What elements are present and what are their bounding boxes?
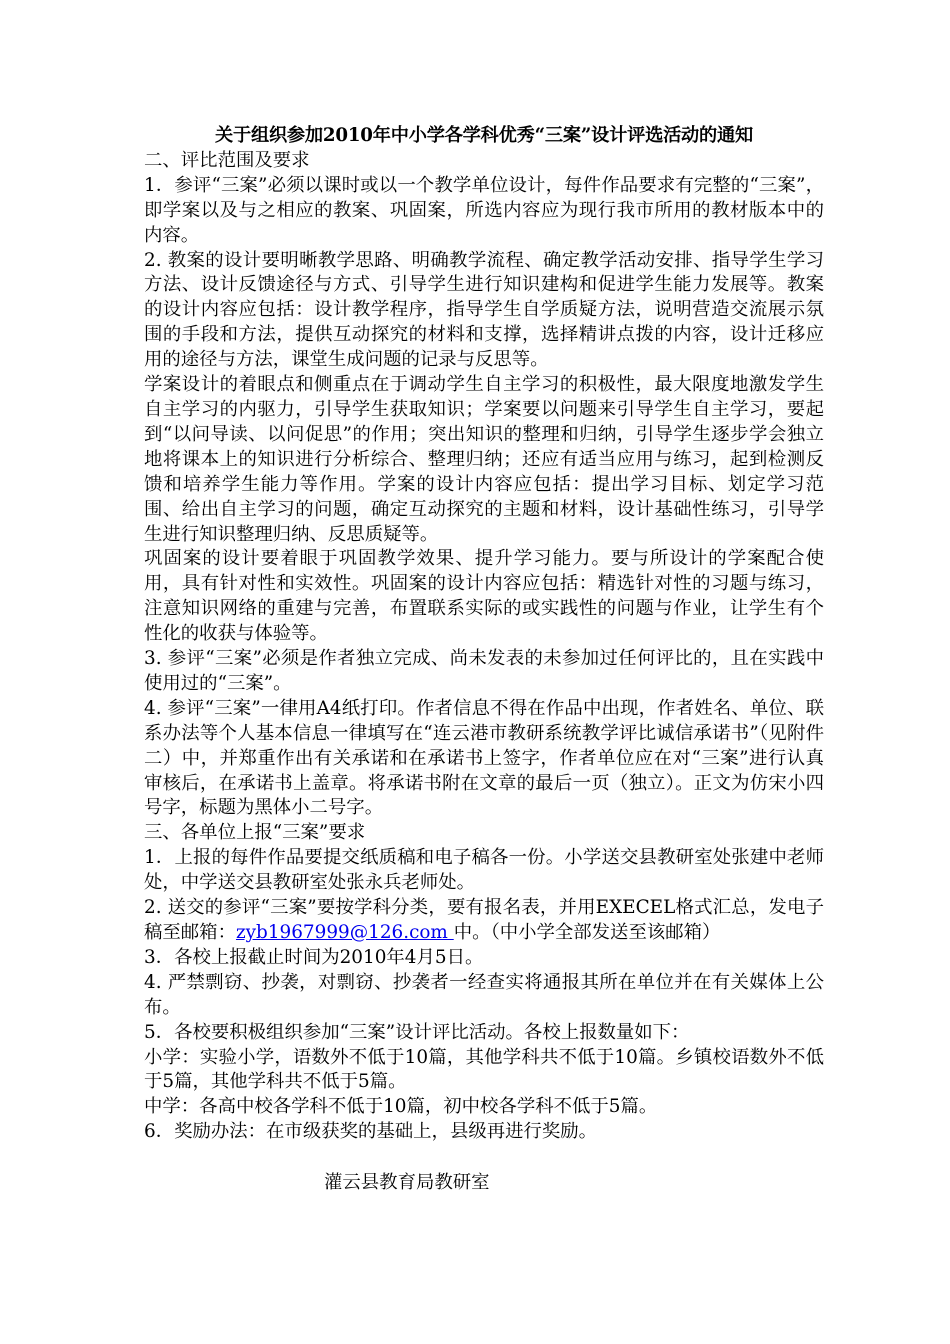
section-3-item-2-text: 2. 送交的参评“三案”要按学科分类，要有报名表，并用EXECEL格式汇总，发电子稿至邮箱： xyxy=(144,897,824,943)
document-title: 关于组织参加2010年中小学各学科优秀“三案”设计评选活动的通知 xyxy=(214,125,754,146)
section-2-gonggu-paragraph: 巩固案的设计要着眼于巩固教学效果、提升学习能力。要与所设计的学案配合使用，具有针对性和实效性。巩固案的设计内容应包括：精选针对性的习题与练习，注意知识网络的重建与完善，布置联系实际的或实践性的问题与作业，让学生有个性化的收获与体验等。 xyxy=(144,548,824,645)
section-2-item-3: 3. 参评“三案”必须是作者独立完成、尚未发表的未参加过任何评比的，且在实践中使用过的“三案”。 xyxy=(144,648,824,694)
section-3-item-2-tail: 中。（中小学全部发送至该邮箱） xyxy=(453,922,721,943)
document-page xyxy=(144,124,824,1196)
signature: 灌云县教育局教研室 xyxy=(324,1172,490,1194)
section-2-item-2: 2. 教案的设计要明晰教学思路、明确教学流程、确定教学活动安排、指导学生学习方法、设计反馈途径与方式、引导学生进行知识建构和促进学生能力发展等。教案的设计内容应包括：设计教学程序，指导学生自学质疑方法，说明营造交流展示氛围的手段和方法，提供互动探究的材料和支撑，选择精讲点拨的内容，设计迁移应用的途径与方法，课堂生成问题的记录与反思等。 xyxy=(144,249,824,371)
spacer xyxy=(144,1145,824,1171)
section-3-middle-quota: 中学：各高中校各学科不低于10篇，初中校各学科不低于5篇。 xyxy=(144,1096,658,1118)
section-3-heading: 三、各单位上报“三案”要求 xyxy=(144,822,366,844)
section-3-item-4: 4. 严禁剽窃、抄袭，对剽窃、抄袭者一经查实将通报其所在单位并在有关媒体上公布。 xyxy=(144,971,824,1018)
section-3-primary-quota: 小学：实验小学，语数外不低于10篇，其他学科共不低于10篇。乡镇校语数外不低于5篇，其他学科共不低于5篇。 xyxy=(144,1046,824,1093)
email-link[interactable]: zyb1967999@126.com xyxy=(235,922,454,943)
section-3-item-6: 6．奖励办法：在市级获奖的基础上，县级再进行奖励。 xyxy=(144,1121,598,1143)
section-2-item-4: 4. 参评“三案”一律用A4纸打印。作者信息不得在作品中出现，作者姓名、单位、联系办法等个人基本信息一律填写在“连云港市教研系统教学评比诚信承诺书”（见附件二）中，并郑重作出有关承诺和在承诺书上签字，作者单位应在对“三案”进行认真审核后，在承诺书上盖章。将承诺书附在文章的最后一页（独立）。正文为仿宋小四号字，标题为黑体小二号字。 xyxy=(144,697,824,819)
section-2-item-1: 1．参评“三案”必须以课时或以一个教学单位设计，每件作品要求有完整的“三案”，即学案以及与之相应的教案、巩固案，所选内容应为现行我市所用的教材版本中的内容。 xyxy=(144,174,824,246)
section-3-item-1: 1．上报的每件作品要提交纸质稿和电子稿各一份。小学送交县教研室处张建中老师处，中学送交县教研室处张永兵老师处。 xyxy=(144,847,824,894)
section-3-item-2 xyxy=(144,896,824,946)
section-3-item-5: 5．各校要积极组织参加“三案”设计评比活动。各校上报数量如下： xyxy=(144,1021,690,1043)
section-3-item-3: 3．各校上报截止时间为2010年4月5日。 xyxy=(144,946,484,968)
section-2-xuean-paragraph: 学案设计的着眼点和侧重点在于调动学生自主学习的积极性，最大限度地激发学生自主学习的内驱力，引导学生获取知识；学案要以问题来引导学生自主学习，要起到“以问导读、以问促思”的作用；突出知识的整理和归纳，引导学生逐步学会独立地将课本上的知识进行分析综合、整理归纳；还应有适当应用与练习，起到检测反馈和培养学生能力等作用。学案的设计内容应包括：提出学习目标、划定学习范围、给出自主学习的问题，确定互动探究的主题和材料，设计基础性练习，引导学生进行知识整理归纳、反思质疑等。 xyxy=(144,374,824,545)
section-2-heading: 二、评比范围及要求 xyxy=(144,149,310,171)
